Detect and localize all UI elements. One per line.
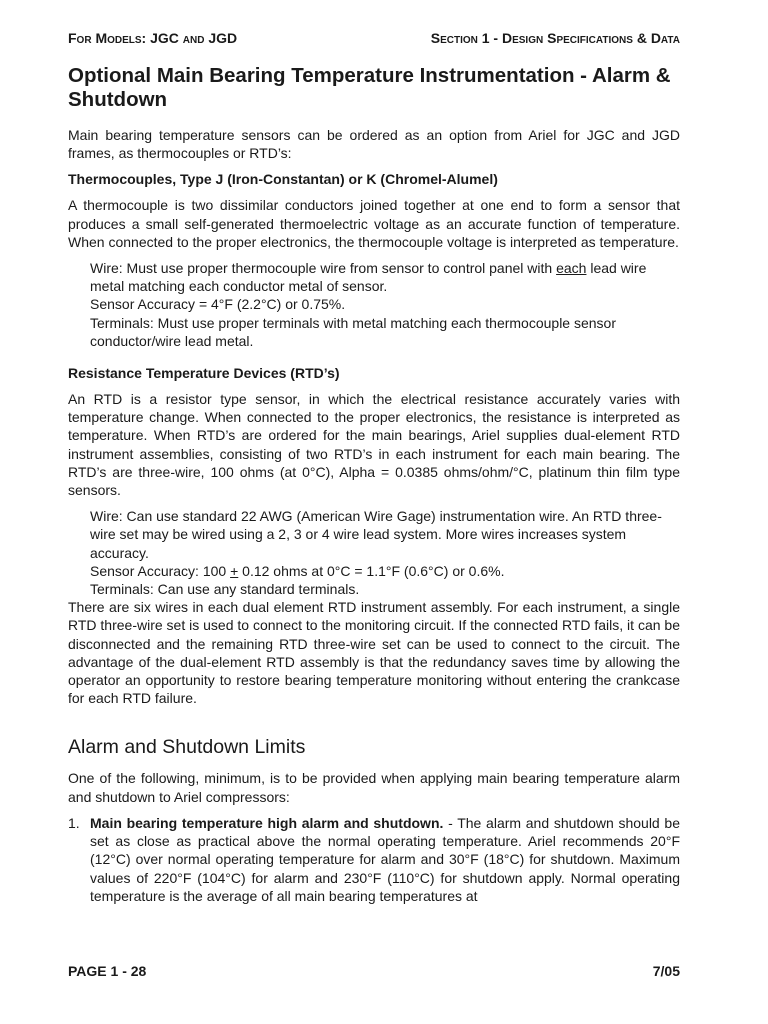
list-item-text: - The alarm and shutdown should be set as close as practical above the normal operating temperature. Ariel recommends 20°F (12°C) over normal operating temperature for alarm and 30°F (18°C) for shutdown. Maximum values of 220°F (104°C) for alarm and 230°F (110°C) for shutdown apply. Normal operating temperature is the average of all main bearing temperatures at	[90, 814, 680, 904]
thermocouples-heading: Thermocouples, Type J (Iron-Constantan) or K (Chromel-Alumel)	[68, 171, 498, 188]
rtd-paragraph: An RTD is a resistor type sensor, in which the electrical resistance accurately varies with temperature change. When connected to the proper electronics, the resistance is interpreted as temperature. When RTD’s are ordered for the main bearings, Ariel supplies dual-element RTD instrument assemblies, consisting of two RTD’s in each instrument for each main bearing. The RTD’s are three-wire, 100 ohms (at 0°C), Alpha = 0.0385 ohms/ohm/°C, platinum thin film type sensors.	[68, 391, 680, 499]
header-section: Section 1 - Design Specifications & Data	[430, 30, 680, 46]
rtd-wire-spec: Wire: Can use standard 22 AWG (American Wire Gage) instrumentation wire. An RTD three-wire set may be wired using a 2, 3 or 4 wire lead system. More wires increases system accuracy.	[90, 508, 662, 561]
rtd-accuracy-spec: Sensor Accuracy: 100 + 0.12 ohms at 0°C = 1.1°F (0.6°C) or 0.6%.	[90, 562, 505, 579]
document-page	[68, 0, 680, 1024]
alarm-section-heading: Alarm and Shutdown Limits	[68, 736, 306, 759]
intro-paragraph: Main bearing temperature sensors can be ordered as an option from Ariel for JGC and JGD frames, as thermocouples or RTD’s:	[68, 127, 680, 162]
revision-date: 7/05	[652, 963, 680, 979]
rtd-heading: Resistance Temperature Devices (RTD’s)	[68, 365, 340, 382]
rtd-followup-paragraph: There are six wires in each dual element RTD instrument assembly. For each instrument, a single RTD three-wire set is used to connect to the monitoring circuit. If the connected RTD fails, it can be disconnected and the remaining RTD three-wire set can be used to connect to the circuit. The advantage of the dual-element RTD assembly is that the redundancy saves time by allowing the operator an opportunity to restore bearing temperature monitoring without entering the crankcase for each RTD failure.	[68, 599, 680, 707]
list-item-body	[90, 814, 680, 905]
header-models: For Models: JGC and JGD	[68, 30, 238, 46]
running-header	[68, 30, 680, 50]
rtd-terminals-spec: Terminals: Can use any standard terminals.	[90, 581, 360, 598]
emphasis-underline: each	[556, 260, 587, 277]
page-title: Optional Main Bearing Temperature Instrumentation - Alarm & Shutdown	[68, 64, 671, 111]
plus-minus-sign: +	[230, 562, 239, 579]
list-item-title: Main bearing temperature high alarm and shutdown.	[90, 814, 444, 831]
thermocouple-terminals-spec: Terminals: Must use proper terminals with metal matching each thermocouple sensor conductor/wire lead metal.	[90, 314, 617, 349]
page-number: PAGE 1 - 28	[68, 963, 147, 979]
thermocouple-wire-spec: Wire: Must use proper thermocouple wire from sensor to control panel with each lead wire metal matching each conductor metal of sensor.	[90, 260, 647, 295]
thermocouple-accuracy-spec: Sensor Accuracy = 4°F (2.2°C) or 0.75%.	[90, 296, 346, 313]
page-footer	[68, 963, 680, 983]
rtd-specs	[90, 507, 680, 598]
list-number: 1.	[68, 814, 80, 831]
thermocouple-specs	[90, 259, 680, 350]
list-item	[68, 814, 680, 905]
alarm-intro-paragraph: One of the following, minimum, is to be provided when applying main bearing temperature alarm and shutdown to Ariel compressors:	[68, 770, 680, 805]
page-body	[68, 64, 680, 905]
thermocouples-paragraph: A thermocouple is two dissimilar conductors joined together at one end to form a sensor that produces a small self-generated thermoelectric voltage as an accurate function of temperature. When connected to the proper electronics, the thermocouple voltage is interpreted as temperature.	[68, 197, 680, 250]
